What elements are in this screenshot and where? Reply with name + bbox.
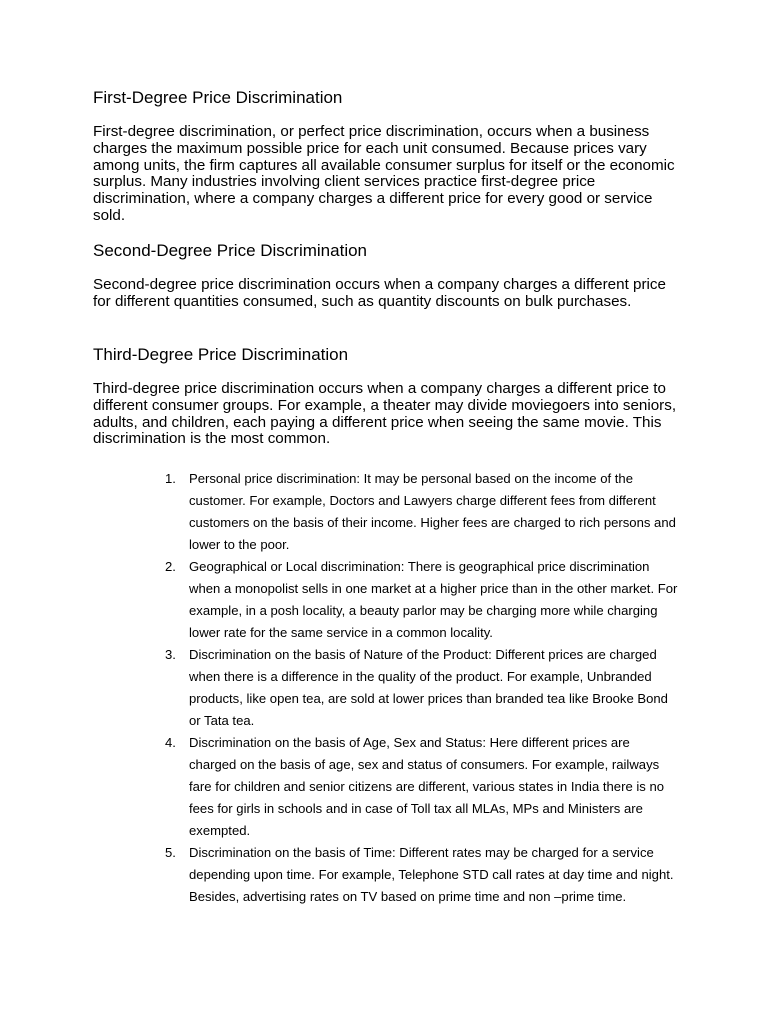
discrimination-types-list (160, 468, 680, 908)
list-item-text: Discrimination on the basis of Nature of the Product: Different prices are charged when there is a difference in the quality of the product. For example, Unbranded products, like open tea, are sold at lower prices than branded tea like Brooke Bond or Tata tea. (189, 647, 668, 728)
list-item-text: Personal price discrimination: It may be personal based on the income of the customer. For example, Doctors and Lawyers charge different fees from different customers on the basis of their income. Higher fees are charged to rich persons and lower to the poor. (189, 471, 676, 552)
list-item (160, 732, 680, 842)
list-item-number: 3. (165, 647, 176, 662)
paragraph-second-degree: Second-degree price discrimination occurs when a company charges a different price for different quantities consumed, such as quantity discounts on bulk purchases. (93, 276, 666, 310)
list-item (160, 644, 680, 732)
paragraph-first-degree: First-degree discrimination, or perfect price discrimination, occurs when a business charges the maximum possible price for each unit consumed. Because prices vary among units, the firm captures all available consumer surplus for itself or the economic surplus. Many industries involving client services practice first-degree price discrimination, where a company charges a different price for every good or service sold. (93, 123, 675, 224)
list-item (160, 556, 680, 644)
list-item-number: 2. (165, 559, 176, 574)
heading-first-degree: First-Degree Price Discrimination (93, 88, 343, 107)
heading-third-degree: Third-Degree Price Discrimination (93, 345, 349, 364)
list-item-number: 5. (165, 845, 176, 860)
list-item-number: 4. (165, 735, 176, 750)
paragraph-third-degree: Third-degree price discrimination occurs when a company charges a different price to different consumer groups. For example, a theater may divide moviegoers into seniors, adults, and children, each paying a different price when seeing the same movie. This discrimination is the most common. (93, 380, 677, 448)
heading-second-degree: Second-Degree Price Discrimination (93, 241, 368, 260)
list-item-text: Discrimination on the basis of Time: Different rates may be charged for a service depending upon time. For example, Telephone STD call rates at day time and night. Besides, advertising rates on TV based on prime time and non –prime time. (189, 845, 674, 904)
list-item (160, 842, 680, 908)
list-item-number: 1. (165, 471, 176, 486)
list-item-text: Geographical or Local discrimination: There is geographical price discrimination when a monopolist sells in one market at a higher price than in the other market. For example, in a posh locality, a beauty parlor may be charging more while charging lower rate for the same service in a common locality. (189, 559, 678, 640)
list-item (160, 468, 680, 556)
list-item-text: Discrimination on the basis of Age, Sex and Status: Here different prices are charged on the basis of age, sex and status of consumers. For example, railways fare for children and senior citizens are different, various states in India there is no fees for girls in schools and in case of Toll tax all MLAs, MPs and Ministers are exempted. (189, 735, 665, 838)
